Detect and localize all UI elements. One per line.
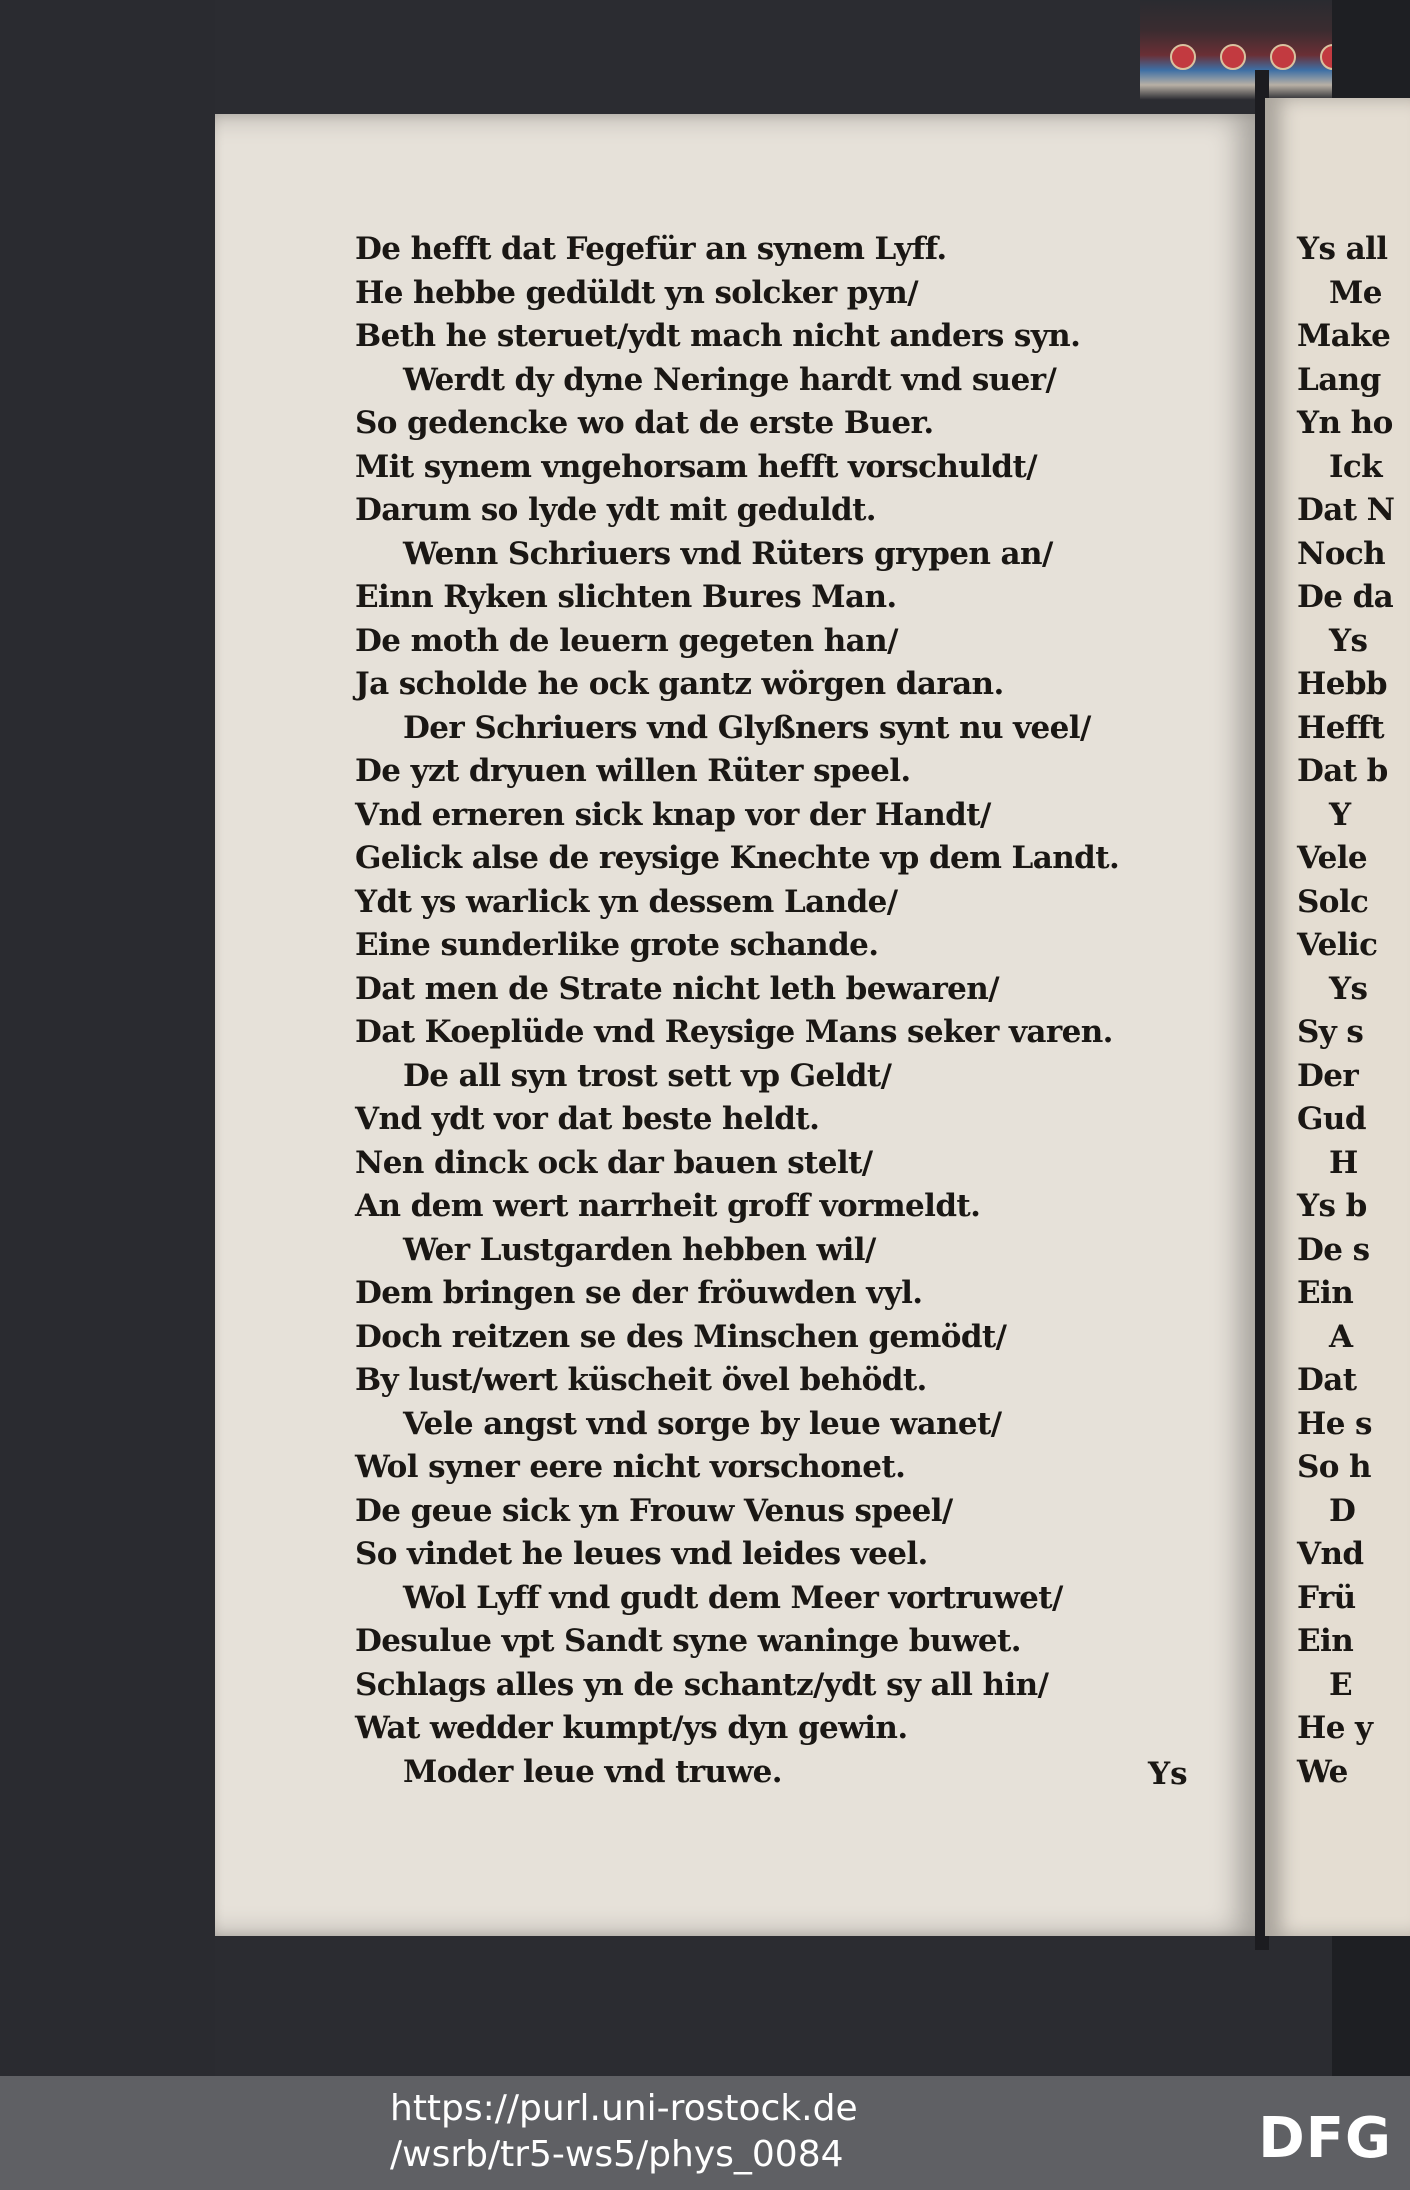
text-line: Dat b bbox=[1297, 753, 1388, 789]
text-line: De all syn trost sett vp Geldt/ bbox=[403, 1057, 892, 1094]
text-line: Mit synem vngehorsam hefft vorschuldt/ bbox=[355, 448, 1037, 485]
text-line: Noch bbox=[1297, 535, 1386, 572]
text-line: Dat Koeplüde vnd Reysige Mans seker varen. bbox=[355, 1014, 1113, 1050]
scan-background bbox=[0, 0, 215, 2076]
text-line: Ys bbox=[1329, 622, 1368, 659]
text-line: De yzt dryuen willen Rüter speel. bbox=[355, 753, 911, 789]
text-line: Dat bbox=[1297, 1362, 1357, 1398]
text-line: An dem wert narrheit groff vormeldt. bbox=[355, 1188, 981, 1224]
text-line: Moder leue vnd truwe. bbox=[403, 1753, 782, 1790]
text-line: Desulue vpt Sandt syne waninge buwet. bbox=[355, 1623, 1021, 1659]
text-line: Ja scholde he ock gantz wörgen daran. bbox=[355, 666, 1004, 702]
text-line: De moth de leuern gegeten han/ bbox=[355, 622, 898, 659]
text-line: D bbox=[1329, 1492, 1356, 1529]
catchword: Ys bbox=[1148, 1756, 1188, 1792]
text-line: Velic bbox=[1297, 927, 1378, 963]
text-line: So h bbox=[1297, 1449, 1371, 1485]
text-line: Ein bbox=[1297, 1275, 1354, 1311]
text-line: By lust/wert küscheit övel behödt. bbox=[355, 1362, 927, 1398]
text-line: De geue sick yn Frouw Venus speel/ bbox=[355, 1492, 953, 1529]
text-line: Wol Lyff vnd gudt dem Meer vortruwet/ bbox=[403, 1579, 1063, 1616]
text-line: Frü bbox=[1297, 1579, 1356, 1616]
text-line: De s bbox=[1297, 1231, 1370, 1268]
url-line-2[interactable]: /wsrb/tr5-ws5/phys_0084 bbox=[390, 2134, 844, 2175]
text-line: Hebb bbox=[1297, 666, 1387, 702]
footer-bar bbox=[0, 2076, 1410, 2190]
text-line: Sy s bbox=[1297, 1014, 1364, 1050]
text-line: Vele bbox=[1297, 840, 1368, 876]
text-line: Dat men de Strate nicht leth bewaren/ bbox=[355, 970, 999, 1007]
page-text-block bbox=[355, 228, 1235, 1794]
text-line: Darum so lyde ydt mit geduldt. bbox=[355, 492, 877, 528]
text-line: Ys b bbox=[1297, 1188, 1367, 1224]
text-line: Eine sunderlike grote schande. bbox=[355, 927, 879, 963]
text-line: Wenn Schriuers vnd Rüters grypen an/ bbox=[403, 535, 1053, 572]
text-line: So vindet he leues vnd leides veel. bbox=[355, 1536, 928, 1572]
text-line: A bbox=[1329, 1318, 1353, 1355]
text-line: Gelick alse de reysige Knechte vp dem Landt. bbox=[355, 840, 1120, 876]
text-line: Einn Ryken slichten Bures Man. bbox=[355, 579, 897, 615]
text-line: Vnd bbox=[1297, 1536, 1364, 1572]
text-line: Der bbox=[1297, 1057, 1359, 1094]
text-line: Ein bbox=[1297, 1623, 1354, 1659]
persistent-url[interactable] bbox=[390, 2086, 858, 2178]
text-line: Beth he steruet/ydt mach nicht anders syn. bbox=[355, 318, 1081, 354]
text-line: He s bbox=[1297, 1405, 1372, 1442]
text-line: De da bbox=[1297, 579, 1394, 615]
text-line: Ick bbox=[1329, 448, 1383, 485]
text-line: Make bbox=[1297, 318, 1391, 354]
text-line: Dem bringen se der fröuwden vyl. bbox=[355, 1275, 923, 1311]
text-line: H bbox=[1329, 1144, 1358, 1181]
text-line: Hefft bbox=[1297, 709, 1385, 746]
text-line: Y bbox=[1329, 796, 1351, 833]
text-line: Werdt dy dyne Neringe hardt vnd suer/ bbox=[403, 361, 1057, 398]
text-line: Ys all bbox=[1297, 231, 1388, 267]
text-line: Wol syner eere nicht vorschonet. bbox=[355, 1449, 906, 1485]
text-line: E bbox=[1329, 1666, 1353, 1703]
text-line: Doch reitzen se des Minschen gemödt/ bbox=[355, 1318, 1007, 1355]
text-line: Wer Lustgarden hebben wil/ bbox=[403, 1231, 876, 1268]
text-line: Gud bbox=[1297, 1101, 1366, 1137]
text-line: Vnd ydt vor dat beste heldt. bbox=[355, 1101, 820, 1137]
facing-page-text-block bbox=[1297, 228, 1410, 1794]
text-line: Yn ho bbox=[1297, 405, 1393, 441]
dfg-logo: DFG bbox=[1258, 2106, 1392, 2171]
text-line: Ys bbox=[1329, 970, 1368, 1007]
url-line-1[interactable]: https://purl.uni-rostock.de bbox=[390, 2088, 858, 2129]
text-line: Vele angst vnd sorge by leue wanet/ bbox=[403, 1405, 1002, 1442]
text-line: He hebbe gedüldt yn solcker pyn/ bbox=[355, 274, 918, 311]
text-line: Vnd erneren sick knap vor der Handt/ bbox=[355, 796, 991, 833]
text-line: We bbox=[1297, 1753, 1348, 1790]
text-line: Wat wedder kumpt/ys dyn gewin. bbox=[355, 1710, 908, 1746]
text-line: De hefft dat Fegefür an synem Lyff. bbox=[355, 231, 947, 267]
text-line: Der Schriuers vnd Glyßners synt nu veel/ bbox=[403, 709, 1091, 746]
text-line: Schlags alles yn de schantz/ydt sy all hin/ bbox=[355, 1666, 1049, 1703]
text-line: Me bbox=[1329, 274, 1382, 311]
text-line: He y bbox=[1297, 1710, 1373, 1746]
text-line: Solc bbox=[1297, 883, 1369, 920]
text-line: So gedencke wo dat de erste Buer. bbox=[355, 405, 934, 441]
text-line: Lang bbox=[1297, 361, 1381, 398]
text-line: Dat N bbox=[1297, 492, 1395, 528]
text-line: Ydt ys warlick yn dessem Lande/ bbox=[355, 883, 898, 920]
text-line: Nen dinck ock dar bauen stelt/ bbox=[355, 1144, 873, 1181]
